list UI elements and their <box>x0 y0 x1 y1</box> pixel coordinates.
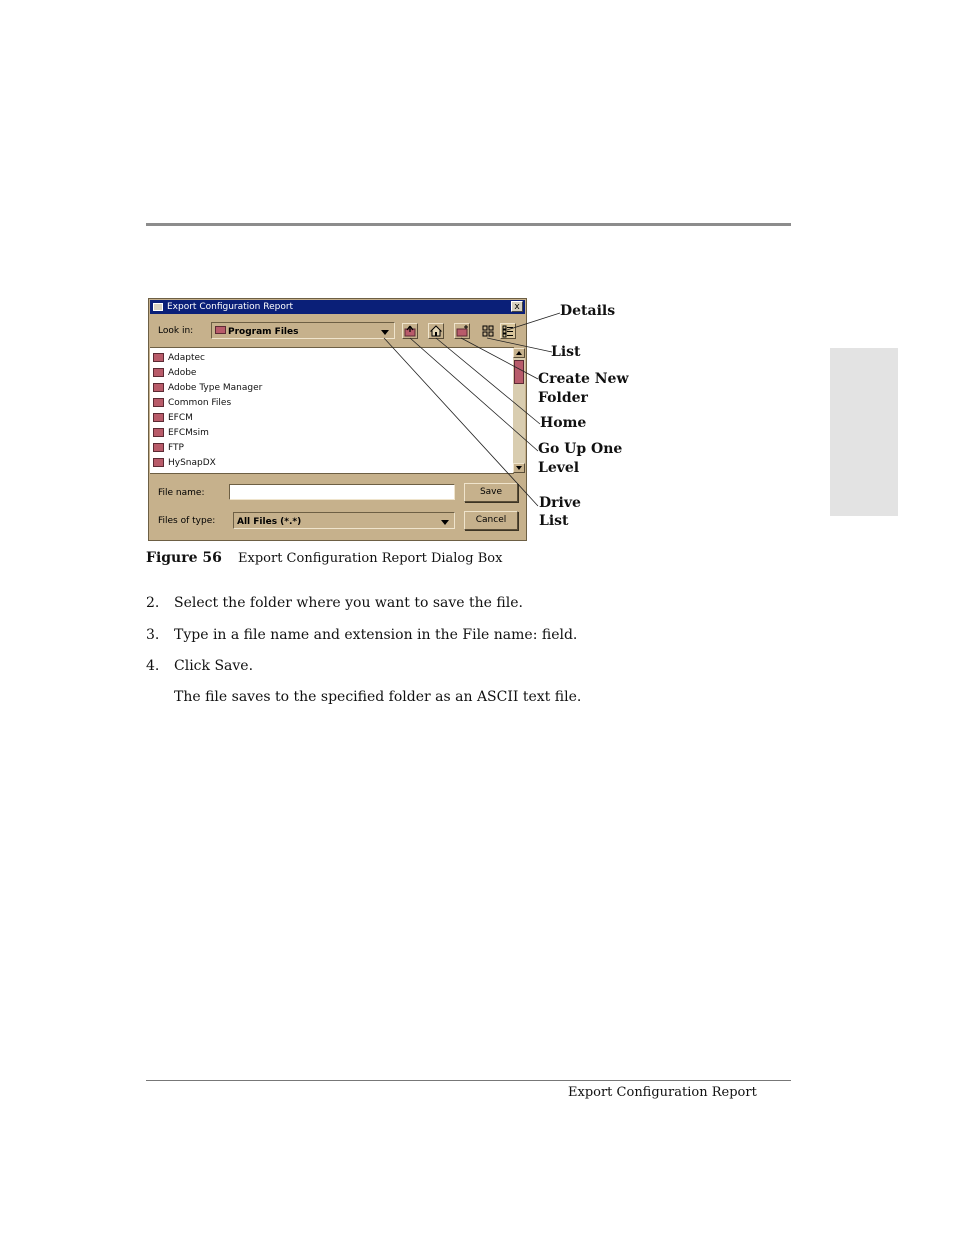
callout-go-up-line1: Go Up One <box>538 441 623 457</box>
folder-icon <box>215 326 226 334</box>
chevron-up-icon <box>514 349 524 357</box>
folder-icon <box>153 368 164 377</box>
footer-rule <box>146 1080 791 1081</box>
details-view-icon <box>501 324 515 338</box>
home-icon <box>429 324 443 338</box>
look-in-value: Program Files <box>228 327 299 337</box>
scrollbar[interactable] <box>513 348 525 473</box>
file-name: EFCMsim <box>168 428 209 438</box>
export-dialog <box>148 298 527 541</box>
callout-create-new-folder-line2: Folder <box>538 390 588 406</box>
files-of-type-combo[interactable] <box>233 512 455 529</box>
callout-go-up-line2: Level <box>538 460 580 476</box>
file-name: EFCM <box>168 413 193 423</box>
close-button[interactable]: x <box>511 301 523 312</box>
look-in-label: Look in: <box>158 326 194 336</box>
file-list[interactable] <box>150 347 514 474</box>
scroll-down-button[interactable] <box>513 463 525 473</box>
scroll-thumb[interactable] <box>514 360 524 384</box>
window-icon <box>153 303 163 311</box>
chevron-down-icon <box>514 464 524 472</box>
running-footer: Export Configuration Report <box>568 1085 757 1100</box>
step-text: Select the folder where you want to save the file. <box>174 595 523 611</box>
look-in-combo[interactable] <box>211 322 395 339</box>
callout-drive-line1: Drive <box>539 495 581 511</box>
dialog-title: Export Configuration Report <box>167 302 294 312</box>
folder-icon <box>153 383 164 392</box>
callout-details: Details <box>560 303 616 319</box>
new-folder-icon <box>455 324 469 338</box>
new-folder-button[interactable] <box>454 323 470 339</box>
folder-icon <box>153 458 164 467</box>
save-button[interactable]: Save <box>464 483 518 502</box>
callout-home: Home <box>540 415 587 431</box>
chevron-down-icon <box>441 520 449 525</box>
figure-number: Figure 56 <box>146 550 222 566</box>
home-button[interactable] <box>428 323 444 339</box>
details-view-button[interactable] <box>500 323 516 339</box>
files-of-type-value: All Files (*.*) <box>237 517 302 527</box>
list-view-icon <box>481 324 495 338</box>
up-one-level-icon <box>403 324 417 338</box>
folder-icon <box>153 398 164 407</box>
file-name: Adobe <box>168 368 197 378</box>
dialog-titlebar <box>150 300 525 314</box>
figure-caption <box>146 550 502 566</box>
up-one-level-button[interactable] <box>402 323 418 339</box>
folder-icon <box>153 428 164 437</box>
result-paragraph: The file saves to the specified folder as an ASCII text file. <box>174 689 582 705</box>
file-name-field[interactable] <box>229 484 455 500</box>
step-text: Type in a file name and extension in the File name: field. <box>174 627 578 643</box>
folder-icon <box>153 473 164 474</box>
callout-create-new-folder-line1: Create New <box>538 371 629 387</box>
step-text: Click Save. <box>174 658 254 674</box>
step-number: 3. <box>146 627 160 643</box>
list-view-button[interactable] <box>480 323 496 339</box>
scroll-up-button[interactable] <box>513 348 525 358</box>
figure-title: Export Configuration Report Dialog Box <box>238 551 503 566</box>
file-name: FTP <box>168 443 184 453</box>
folder-icon <box>153 353 164 362</box>
file-name: Adaptec <box>168 353 205 363</box>
chevron-down-icon <box>381 330 389 335</box>
step-number: 2. <box>146 595 160 611</box>
file-name: Common Files <box>168 398 232 408</box>
file-name: HySnapDX <box>168 458 216 468</box>
file-name-label: File name: <box>158 488 205 498</box>
folder-icon <box>153 413 164 422</box>
files-of-type-label: Files of type: <box>158 516 216 526</box>
file-name: Adobe Type Manager <box>168 383 263 393</box>
folder-icon <box>153 443 164 452</box>
step-number: 4. <box>146 658 160 674</box>
callout-list: List <box>551 344 581 360</box>
callout-drive-line2: List <box>539 513 569 529</box>
header-rule <box>146 223 791 226</box>
chapter-tab <box>830 348 898 516</box>
cancel-button[interactable]: Cancel <box>464 511 518 530</box>
